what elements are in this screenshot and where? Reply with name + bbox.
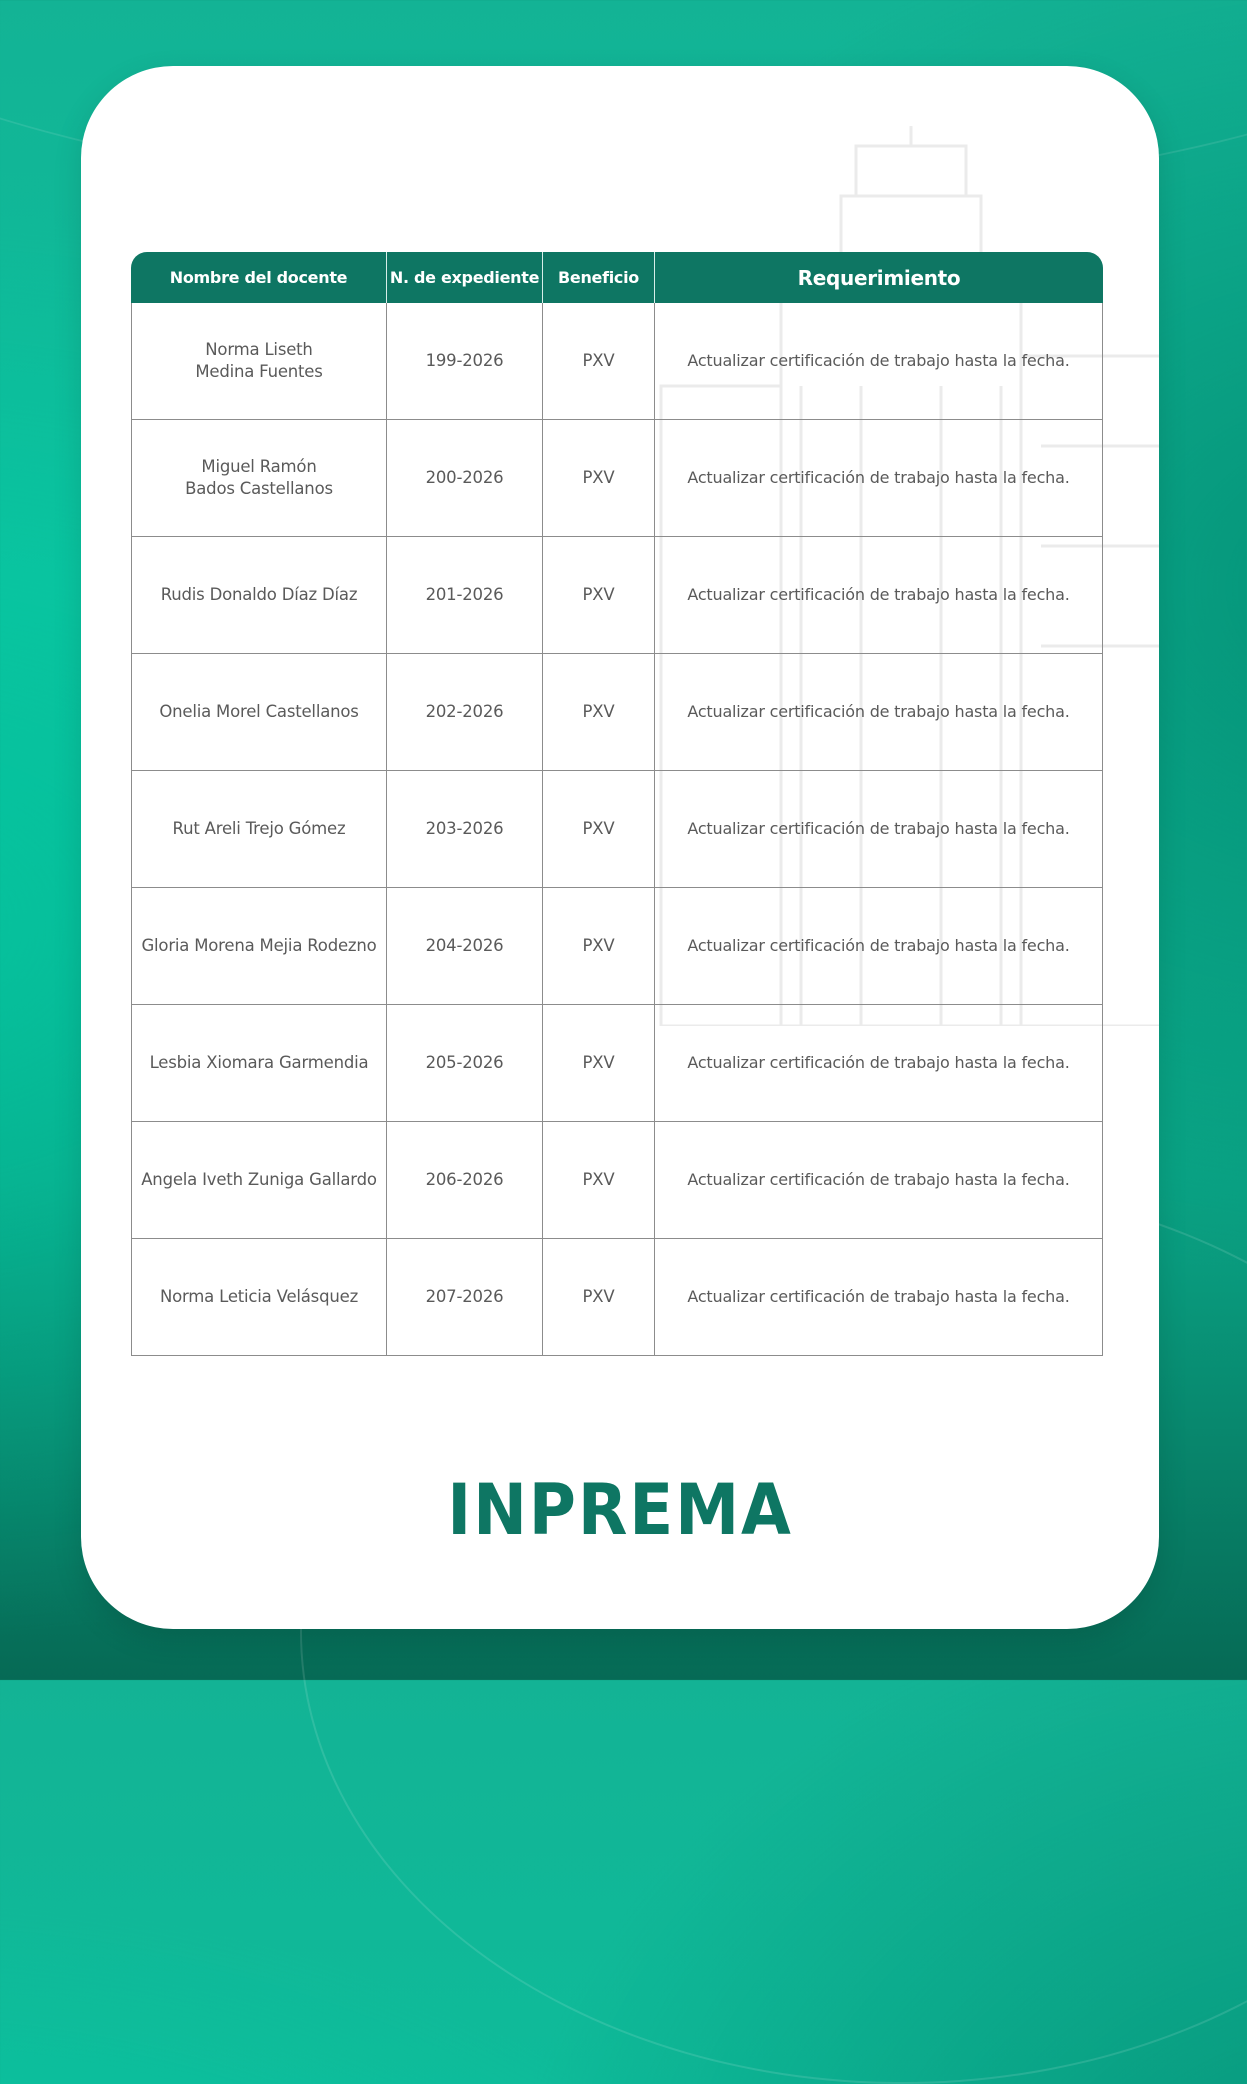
cell-teacher-name: Rut Areli Trejo Gómez bbox=[131, 771, 387, 888]
teacher-name-line1: Miguel Ramón bbox=[201, 457, 317, 476]
cell-file-number: 202-2026 bbox=[387, 654, 543, 771]
cell-teacher-name bbox=[131, 420, 387, 537]
cell-requirement: Actualizar certificación de trabajo hasta la fecha. bbox=[655, 303, 1103, 420]
cell-benefit: PXV bbox=[543, 537, 655, 654]
table-row bbox=[131, 303, 1103, 420]
header-teacher-name: Nombre del docente bbox=[131, 252, 387, 303]
cell-benefit: PXV bbox=[543, 1005, 655, 1122]
cell-file-number: 199-2026 bbox=[387, 303, 543, 420]
table-row bbox=[131, 1005, 1103, 1122]
table-row bbox=[131, 888, 1103, 1005]
cell-benefit: PXV bbox=[543, 420, 655, 537]
cell-teacher-name: Onelia Morel Castellanos bbox=[131, 654, 387, 771]
cell-benefit: PXV bbox=[543, 1239, 655, 1356]
cell-teacher-name: Rudis Donaldo Díaz Díaz bbox=[131, 537, 387, 654]
cell-requirement: Actualizar certificación de trabajo hasta la fecha. bbox=[655, 1122, 1103, 1239]
cell-benefit: PXV bbox=[543, 888, 655, 1005]
cell-teacher-name bbox=[131, 303, 387, 420]
cell-requirement: Actualizar certificación de trabajo hasta la fecha. bbox=[655, 1005, 1103, 1122]
cell-file-number: 200-2026 bbox=[387, 420, 543, 537]
table-header-row bbox=[131, 252, 1103, 303]
cell-benefit: PXV bbox=[543, 654, 655, 771]
cell-file-number: 205-2026 bbox=[387, 1005, 543, 1122]
header-requirement: Requerimiento bbox=[655, 252, 1103, 303]
cell-teacher-name: Angela Iveth Zuniga Gallardo bbox=[131, 1122, 387, 1239]
header-benefit: Beneficio bbox=[543, 252, 655, 303]
cell-teacher-name: Gloria Morena Mejia Rodezno bbox=[131, 888, 387, 1005]
teacher-name-line2: Medina Fuentes bbox=[195, 362, 323, 381]
cell-benefit: PXV bbox=[543, 303, 655, 420]
cell-file-number: 204-2026 bbox=[387, 888, 543, 1005]
teacher-name-line1: Norma Liseth bbox=[205, 340, 313, 359]
table-row bbox=[131, 654, 1103, 771]
cell-requirement: Actualizar certificación de trabajo hasta la fecha. bbox=[655, 1239, 1103, 1356]
cell-file-number: 201-2026 bbox=[387, 537, 543, 654]
table-row bbox=[131, 537, 1103, 654]
requirements-table bbox=[131, 252, 1103, 1356]
cell-requirement: Actualizar certificación de trabajo hasta la fecha. bbox=[655, 420, 1103, 537]
table-row bbox=[131, 1239, 1103, 1356]
cell-file-number: 207-2026 bbox=[387, 1239, 543, 1356]
cell-requirement: Actualizar certificación de trabajo hasta la fecha. bbox=[655, 537, 1103, 654]
cell-requirement: Actualizar certificación de trabajo hasta la fecha. bbox=[655, 888, 1103, 1005]
table-row bbox=[131, 771, 1103, 888]
table-row bbox=[131, 420, 1103, 537]
header-file-number: N. de expediente bbox=[387, 252, 543, 303]
cell-benefit: PXV bbox=[543, 771, 655, 888]
cell-teacher-name: Norma Leticia Velásquez bbox=[131, 1239, 387, 1356]
inprema-logo: INPREMA bbox=[447, 1469, 793, 1551]
teacher-name-line2: Bados Castellanos bbox=[185, 479, 333, 498]
cell-requirement: Actualizar certificación de trabajo hasta la fecha. bbox=[655, 654, 1103, 771]
cell-teacher-name: Lesbia Xiomara Garmendia bbox=[131, 1005, 387, 1122]
cell-file-number: 203-2026 bbox=[387, 771, 543, 888]
cell-benefit: PXV bbox=[543, 1122, 655, 1239]
table-row bbox=[131, 1122, 1103, 1239]
cell-requirement: Actualizar certificación de trabajo hasta la fecha. bbox=[655, 771, 1103, 888]
cell-file-number: 206-2026 bbox=[387, 1122, 543, 1239]
content-card bbox=[81, 66, 1159, 1629]
